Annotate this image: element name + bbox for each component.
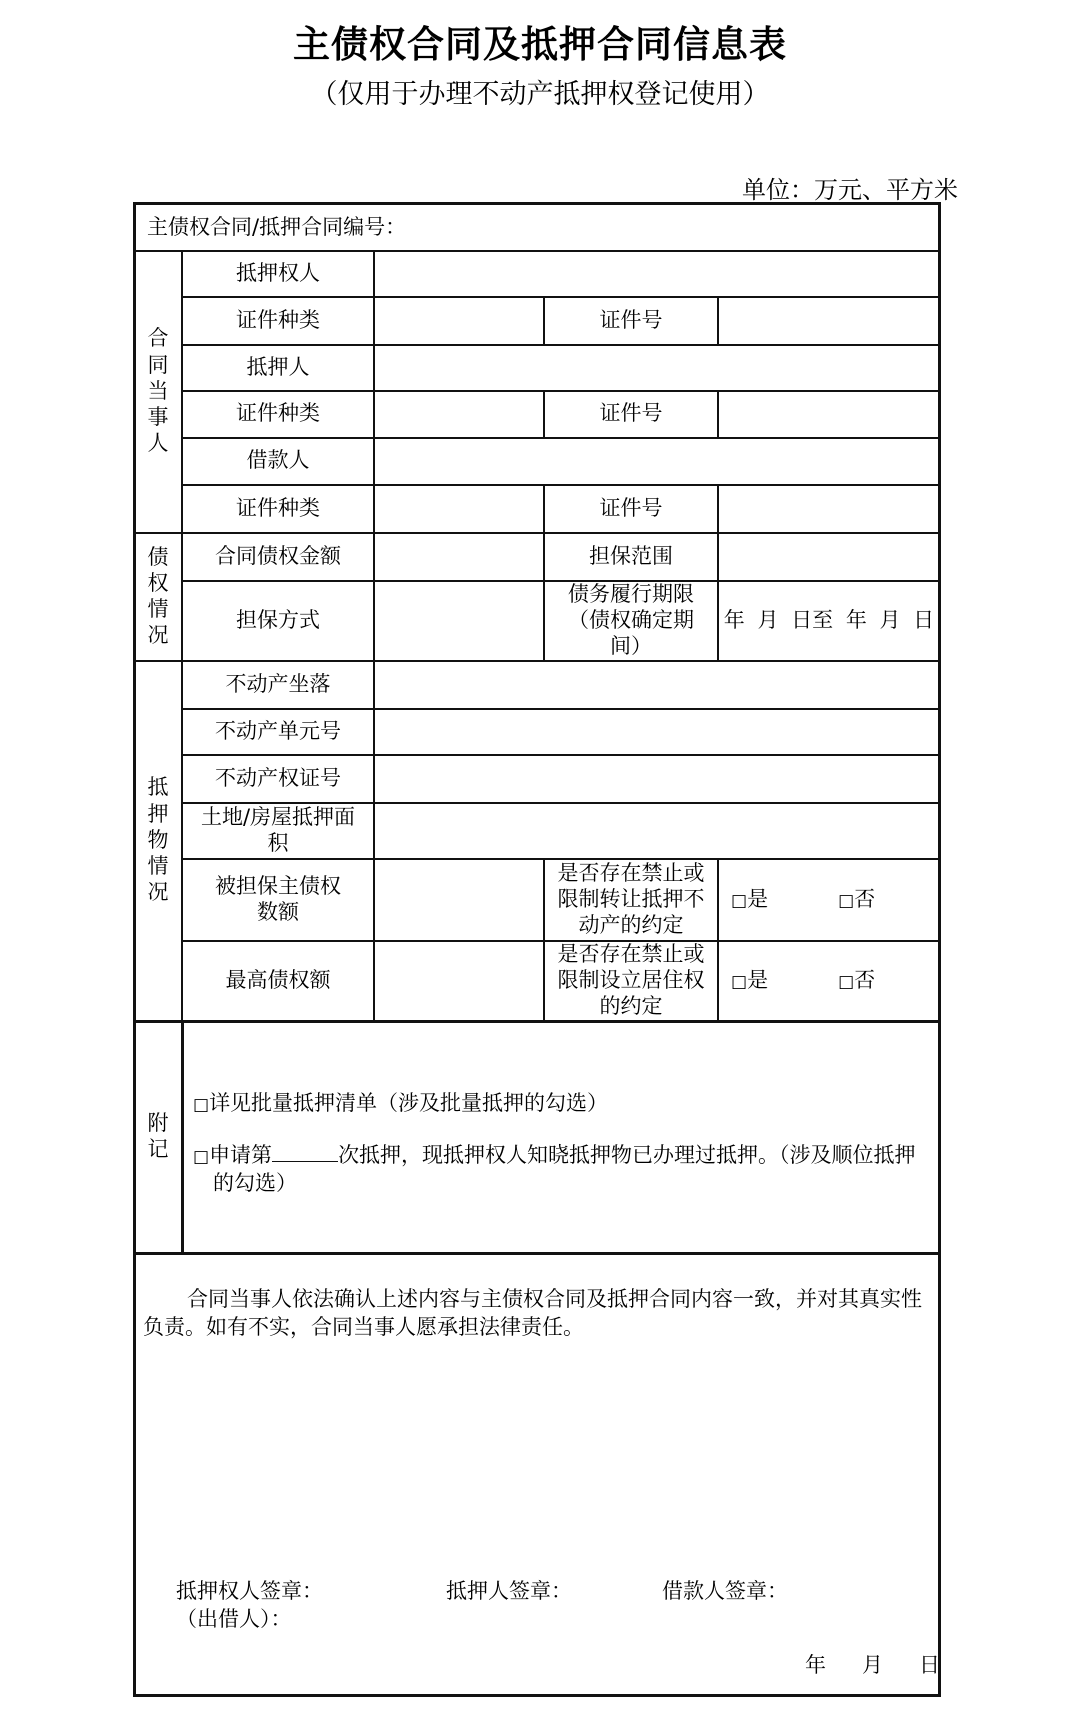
debt-section-label: 债 权 情 况: [147, 544, 169, 648]
mortgagor-id-type-label: 证件种类: [236, 401, 320, 426]
mortgagor-id-type-field[interactable]: [375, 390, 543, 437]
mortgagor-id-no-field[interactable]: [719, 390, 939, 437]
batch-mortgage-option[interactable]: □详见批量抵押清单（涉及批量抵押的勾选）: [193, 1091, 609, 1115]
parties-section-label: 合 同 当 事 人: [147, 326, 169, 456]
unit-label: 单位：万元、平方米: [742, 176, 958, 204]
sequential-mortgage-option[interactable]: □申请第 次抵押，现抵押权人知晓抵押物已办理过抵押。（涉及顺位抵押: [193, 1143, 916, 1167]
residence-restriction-label: 是否存在禁止或 限制设立居住权 的约定: [557, 941, 705, 1019]
debt-term-label: 债务履行期限 （债权确定期 间）: [568, 581, 694, 659]
mortgagee-id-type-label: 证件种类: [236, 307, 320, 332]
mortgage-area-field[interactable]: [375, 802, 939, 858]
mortgage-sequence-blank[interactable]: [272, 1143, 338, 1162]
collateral-section-label: 抵 押 物 情 况: [147, 775, 169, 905]
residence-no-checkbox[interactable]: □否: [838, 967, 876, 992]
declaration-line-2: 负责。如有不实，合同当事人愿承担法律责任。: [143, 1315, 584, 1339]
debt-term-field[interactable]: 年 月 日至 年 月 日: [723, 607, 935, 632]
transfer-yes-checkbox[interactable]: □是: [731, 886, 769, 911]
declaration-line-1: 合同当事人依法确认上述内容与主债权合同及抵押合同内容一致，并对其真实性: [187, 1287, 922, 1311]
mortgagor-field[interactable]: [375, 344, 939, 390]
page-title: 主债权合同及抵押合同信息表: [293, 23, 787, 66]
row-divider: [133, 1252, 941, 1255]
mortgagor-id-no-label: 证件号: [599, 401, 663, 426]
residence-restriction-options: [727, 940, 939, 1020]
guarantee-method-field[interactable]: [375, 580, 543, 660]
contract-number-field[interactable]: [460, 204, 938, 250]
transfer-restriction-options: [727, 858, 939, 940]
property-location-label: 不动产坐落: [225, 671, 331, 696]
max-debt-amount-label: 最高债权额: [225, 967, 331, 992]
secured-amount-field[interactable]: [375, 858, 543, 940]
sequential-mortgage-checkbox[interactable]: □: [193, 1147, 210, 1167]
borrower-label: 借款人: [246, 448, 310, 473]
property-location-field[interactable]: [375, 660, 939, 708]
property-unit-no-label: 不动产单元号: [215, 718, 341, 743]
borrower-id-no-field[interactable]: [719, 484, 939, 532]
contract-number-label: 主债权合同/抵押合同编号：: [147, 214, 407, 239]
mortgagor-signature-label: 抵押人签章：: [446, 1579, 572, 1603]
property-cert-no-label: 不动产权证号: [215, 765, 341, 790]
mortgage-area-label: 土地/房屋抵押面 积: [200, 804, 356, 855]
guarantee-method-label: 担保方式: [236, 607, 320, 632]
borrower-id-no-label: 证件号: [599, 495, 663, 520]
sequential-mortgage-note: 的勾选）: [213, 1171, 297, 1195]
guarantee-scope-field[interactable]: [719, 532, 939, 580]
transfer-no-checkbox[interactable]: □否: [838, 886, 876, 911]
property-unit-no-field[interactable]: [375, 708, 939, 754]
property-cert-no-field[interactable]: [375, 754, 939, 802]
column-divider: [181, 1020, 184, 1252]
borrower-id-type-label: 证件种类: [236, 495, 320, 520]
mortgagee-id-no-label: 证件号: [599, 307, 663, 332]
residence-yes-checkbox[interactable]: □是: [731, 967, 769, 992]
mortgagee-id-no-field[interactable]: [719, 296, 939, 344]
mortgagee-signature-label: 抵押权人签章：: [176, 1579, 323, 1603]
borrower-id-type-field[interactable]: [375, 484, 543, 532]
debt-amount-label: 合同债权金额: [215, 543, 341, 568]
mortgagor-label: 抵押人: [246, 354, 310, 379]
mortgagee-id-type-field[interactable]: [375, 296, 543, 344]
signature-date: 年 月 日: [805, 1653, 940, 1677]
lender-signature-label: （出借人）：: [176, 1607, 292, 1631]
column-divider: [717, 858, 719, 1020]
batch-mortgage-checkbox[interactable]: □: [193, 1095, 210, 1115]
transfer-restriction-label: 是否存在禁止或 限制转让抵押不 动产的约定: [557, 860, 705, 938]
max-debt-amount-field[interactable]: [375, 940, 543, 1020]
page-subtitle: （仅用于办理不动产抵押权登记使用）: [310, 79, 770, 110]
guarantee-scope-label: 担保范围: [589, 543, 673, 568]
row-divider: [133, 1020, 941, 1023]
mortgagee-label: 抵押权人: [236, 260, 320, 285]
borrower-field[interactable]: [375, 437, 939, 484]
debt-amount-field[interactable]: [375, 532, 543, 580]
mortgagee-field[interactable]: [375, 250, 939, 296]
notes-section-label: 附 记: [147, 1110, 169, 1161]
borrower-signature-label: 借款人签章：: [662, 1579, 788, 1603]
secured-amount-label: 被担保主债权 数额: [215, 873, 341, 924]
